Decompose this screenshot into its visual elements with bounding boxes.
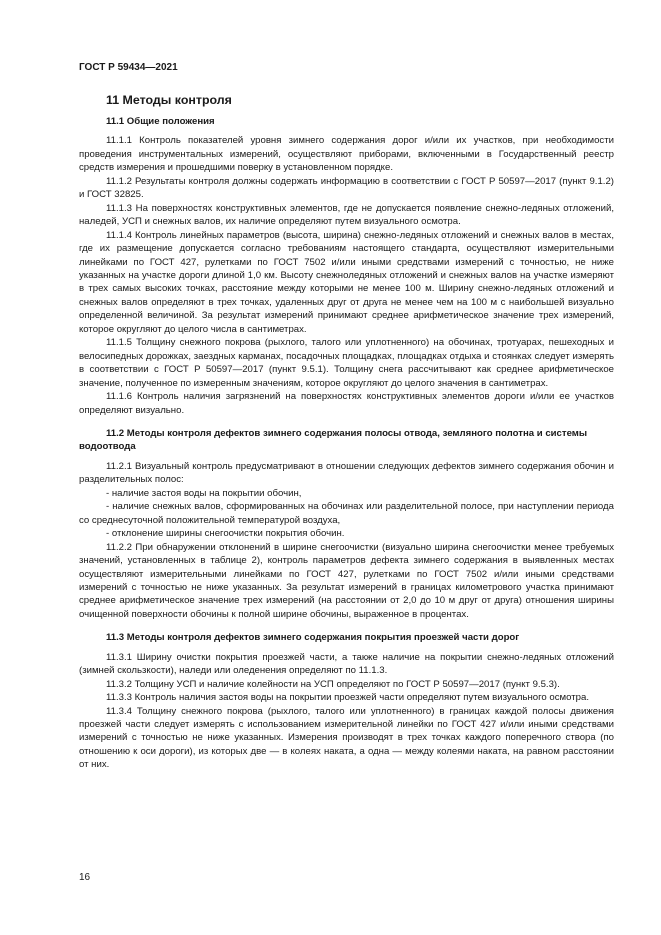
paragraph-11-3-2: 11.3.2 Толщину УСП и наличие колейности на УСП определяют по ГОСТ Р 50597—2017 (пункт 9.5.3). [106,678,560,690]
paragraph-11-1-3: 11.1.3 На поверхностях конструктивных элементов, где не допускается появление снежно-ледяных отложений, наледей, УСП и снежных валов, их наличие определяют путем визуального осмотра. [79,202,614,228]
paragraph-11-1-2: 11.1.2 Результаты контроля должны содержать информацию в соответствии с ГОСТ Р 50597—2017 (пункт 9.1.2) и ГОСТ 32825. [79,175,614,201]
paragraph-11-3-4: 11.3.4 Толщину снежного покрова (рыхлого, талого или уплотненного) в границах каждой полосы движения проезжей части следует измерять с использованием измерительной линейки по ГОСТ 427 и/или иными средствами измерений с точностью не ниже указанных. Измерения производят в трех точках каждого поперечного створа (по отношению к оси дороги), из которых две — в колеях наката, а одна — между колеями наката, на равном расстоянии от них. [79,705,614,771]
paragraph-11-1-1: 11.1.1 Контроль показателей уровня зимнего содержания дорог и/или их участков, при необходимости проведения инструментальных измерений, осуществляют приборами, включенными в Государственный реестр средств измерения и прошедшими поверку в установленном порядке. [79,135,614,174]
list-item: - наличие застоя воды на покрытии обочин, [106,487,302,499]
subsection-title-11-1: 11.1 Общие положения [106,116,215,127]
standard-header: ГОСТ Р 59434—2021 [79,62,178,73]
paragraph-11-3-1: 11.3.1 Ширину очистки покрытия проезжей части, а также наличие на покрытии снежно-ледяных отложений (зимней скользкости), наледи или оледенения определяют по 11.1.3. [79,651,614,677]
section-title: 11 Методы контроля [106,93,232,107]
document-body [79,92,614,772]
paragraph-11-2-1: 11.2.1 Визуальный контроль предусматривают в отношении следующих дефектов зимнего содержания обочин и разделительных полос: [79,460,614,486]
paragraph-11-2-2: 11.2.2 При обнаружении отклонений в ширине снегоочистки (визуально ширина снегоочистки менее требуемых значений, установленных в таблице 2), контроль параметров дефекта зимнего содержания в выявленных местах осуществляют измерительными линейками по ГОСТ 427, рулетками по ГОСТ 7502 и/или иными средствами измерений с точностью не ниже указанных. За результат измерений в границах километрового участка принимают среднее арифметическое значение трех измерений (на расстоянии от 2,0 до 10 м друг от друга) отношения ширины очищенной поверхности обочины к полной ширине обочины, выраженное в процентах. [79,541,614,620]
subsection-title-11-3: 11.3 Методы контроля дефектов зимнего содержания покрытия проезжей части дорог [106,632,520,644]
list-item: - наличие снежных валов, сформированных на обочинах или разделительной полосе, при наступлении периода со среднесуточной положительной температурой воздуха, [79,501,614,526]
paragraph-11-3-3: 11.3.3 Контроль наличия застоя воды на покрытии проезжей части определяют путем визуального осмотра. [106,692,590,704]
subsection-title-11-2: 11.2 Методы контроля дефектов зимнего содержания полосы отвода, земляного полотна и системы водоотвода [79,427,588,453]
paragraph-11-1-4: 11.1.4 Контроль линейных параметров (высота, ширина) снежно-ледяных отложений и снежных валов в местах, где их размещение допускается согласно требованиям настоящего стандарта, осуществляют измерительными линейками по ГОСТ 427, рулетками по ГОСТ 7502 и/или иными средствами измерений с точностью, не ниже указанных на участке дороги длиной 1,0 км. Высоту снежноледяных отложений и снежных валов на участке измеряют в трех самых высоких точках, расстояние между которыми не менее 100 м. Ширину снежно-ледяных отложений и снежных валов определяют в трех точках, удаленных друг от друга не менее чем на 100 м с наибольшей визуально определенной величиной. За результат измерений принимают среднее арифметическое значение трех измерений, которое округляют до целого числа в сантиметрах. [79,229,614,335]
list-item: - отклонение ширины снегоочистки покрытия обочин. [106,528,345,540]
paragraph-11-1-5: 11.1.5 Толщину снежного покрова (рыхлого, талого или уплотненного) на обочинах, тротуарах, пешеходных и велосипедных дорожках, заездных карманах, посадочных площадках, площадках отдыха и стоянках следует измерять в соответствии с ГОСТ Р 50597—2017 (пункт 9.5.1). Толщину снега рассчитывают как среднее арифметическое значение, полученное по измеренным значениям, которое округляют до целого значения в сантиметрах. [79,337,614,389]
page-number: 16 [79,872,91,883]
paragraph-11-1-6: 11.1.6 Контроль наличия загрязнений на поверхностях конструктивных элементов дороги и/или ее участков определяют визуально. [79,391,614,416]
